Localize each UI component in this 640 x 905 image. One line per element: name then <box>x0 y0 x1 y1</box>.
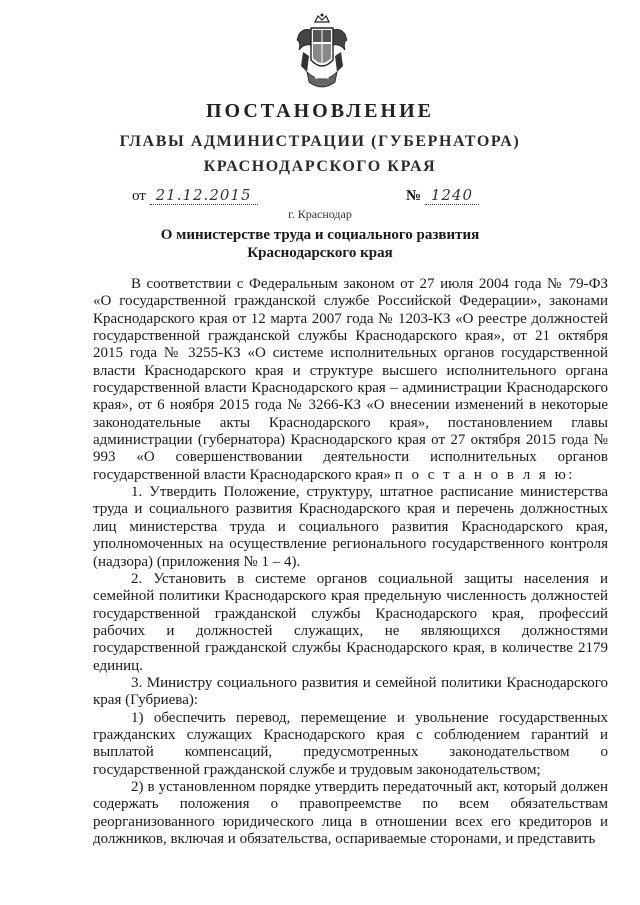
document-body <box>93 276 608 848</box>
date-prefix: от <box>132 188 146 204</box>
document-type-title: ПОСТАНОВЛЕНИЕ <box>206 100 434 122</box>
number-value: 1240 <box>425 186 479 205</box>
decree-word: п о с т а н о в л я ю: <box>394 466 575 483</box>
item-3-1-paragraph: 1) обеспечить перевод, перемещение и увольнение государственных гражданских служащих Краснодарского края с соблюдением гарантий и выплатой компенсаций, предусмотренных законодательством о государственной гражданской службе и трудовым законодательством; <box>93 709 608 778</box>
intro-text: В соответствии с Федеральным законом от 27 июля 2004 года № 79-ФЗ «О государственной гражданской службе Российской Федерации», законами Краснодарского края от 12 марта 2007 года № 1203-КЗ «О реестре должностей государственной гражданской службы Краснодарского края», от 21 октября 2015 года № 3255-КЗ «О системе исполнительных органов государственной власти Краснодарского края и структуре высшего исполнительного органа государственной власти Краснодарского края – администрации Краснодарского края», от 6 ноября 2015 года № 3266-КЗ «О внесении изменений в некоторые законодательные акты Краснодарского края», постановлением главы администрации (губернатора) Краснодарского края от 27 октября 2015 года № 993 «О совершенствовании деятельности исполнительных органов государственной власти Краснодарского края» <box>93 276 608 483</box>
number-field <box>406 186 479 205</box>
item-1-paragraph: 1. Утвердить Положение, структуру, штатное расписание министерства труда и социального развития Краснодарского края и перечень должностных лиц министерства труда и социального развития Краснодарского края, уполномоченных на осуществление регионального государственного контроля (надзора) (приложения № 1 – 4). <box>93 484 608 570</box>
subject-line-1: О министерстве труда и социального развития <box>160 227 480 243</box>
item-3-2-paragraph: 2) в установленном порядке утвердить передаточный акт, который должен содержать положения о правопреемстве по всем обязательствам реорганизованного юридического лица в отношении всех его кредиторов и должников, включая и обязательства, оспариваемые сторонами, и представить <box>93 778 608 847</box>
intro-paragraph <box>93 276 608 484</box>
issuer-line-1: ГЛАВЫ АДМИНИСТРАЦИИ (ГУБЕРНАТОРА) <box>119 133 521 150</box>
issuer-line-2: КРАСНОДАРСКОГО КРАЯ <box>203 158 437 175</box>
coat-of-arms-emblem-icon <box>291 12 353 92</box>
item-3-paragraph: 3. Министру социального развития и семейной политики Краснодарского края (Губриева): <box>93 674 608 709</box>
item-2-paragraph: 2. Установить в системе органов социальной защиты населения и семейной политики Краснодарского края предельную численность должностей государственной гражданской службы Краснодарского края, профессий рабочих и должностей служащих, не являющихся должностями государственной гражданской службы Краснодарского края, в количестве 2179 единиц. <box>93 570 608 674</box>
city-label: г. Краснодар <box>288 207 352 221</box>
subject-line-2: Краснодарского края <box>247 245 393 261</box>
date-value: 21.12.2015 <box>150 186 258 205</box>
date-field <box>132 186 258 205</box>
document-subject <box>0 226 640 262</box>
number-prefix: № <box>406 188 422 204</box>
